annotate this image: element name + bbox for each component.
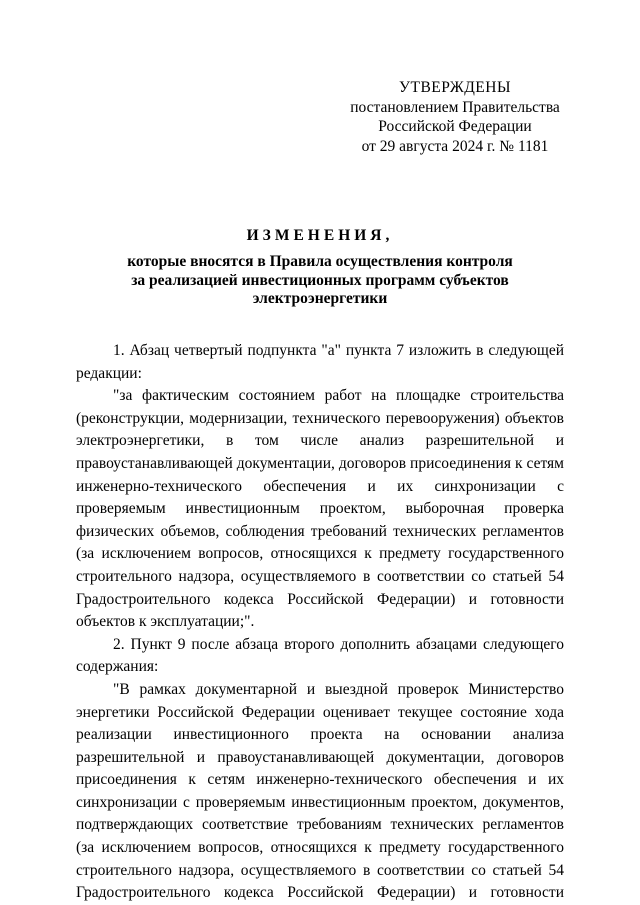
- approval-line-1: постановлением Правительства: [350, 98, 560, 116]
- heading-line-3: электроэнергетики: [252, 290, 388, 307]
- document-heading: [70, 226, 570, 309]
- approval-line-2: Российской Федерации: [378, 118, 532, 135]
- document-body: [76, 340, 564, 905]
- heading-line-2: за реализацией инвестиционных программ субъектов: [131, 271, 509, 289]
- heading-subtitle: [70, 253, 570, 309]
- heading-title: ИЗМЕНЕНИЯ,: [246, 227, 394, 244]
- paragraph-1: 1. Абзац четвертый подпункта "а" пункта 7 изложить в следующей редакции:: [76, 342, 564, 382]
- approval-title: УТВЕРЖДЕНЫ: [399, 79, 511, 96]
- approval-line-3: от 29 августа 2024 г. № 1181: [361, 137, 549, 155]
- paragraph-4: "В рамках документарной и выездной проверок Министерство энергетики Российской Федерации оценивает текущее состояние хода реализации инвестиционного проекта на основании анализа разрешительной и правоустанавливающей документации, договоров присоединения к сетям инженерно-технического обеспечения и их синхронизации с проверяемым инвестиционным проектом, документов, подтверждающих соответствие требованиям технических регламентов (за исключением вопросов, относящихся к предмету государственного строительного надзора, осуществляемого в соответствии со статьей 54 Градостроительного кодекса Российской Федерации) и готовности: [76, 680, 564, 902]
- heading-line-1: которые вносятся в Правила осуществления контроля: [127, 253, 513, 270]
- paragraph-3: 2. Пункт 9 после абзаца второго дополнить абзацами следующего содержания:: [76, 635, 564, 676]
- approval-block: [340, 78, 570, 156]
- paragraph-2: "за фактическим состоянием работ на площадке строительства (реконструкции, модернизации, технического перевооружения) объектов электроэнергетики, в том числе анализ разрешительной и правоустанавливающей документации, договоров присоединения к сетям инженерно-технического обеспечения и их синхронизации с проверяемым инвестиционным проектом, выборочная проверка физических объемов, соблюдения требований технических регламентов (за исключением вопросов, относящихся к предмету государственного строительного надзора, осуществляемого в соответствии со статьей 54 Градостроительного кодекса Российской Федерации) и готовности объектов к эксплуатации;".: [76, 387, 564, 631]
